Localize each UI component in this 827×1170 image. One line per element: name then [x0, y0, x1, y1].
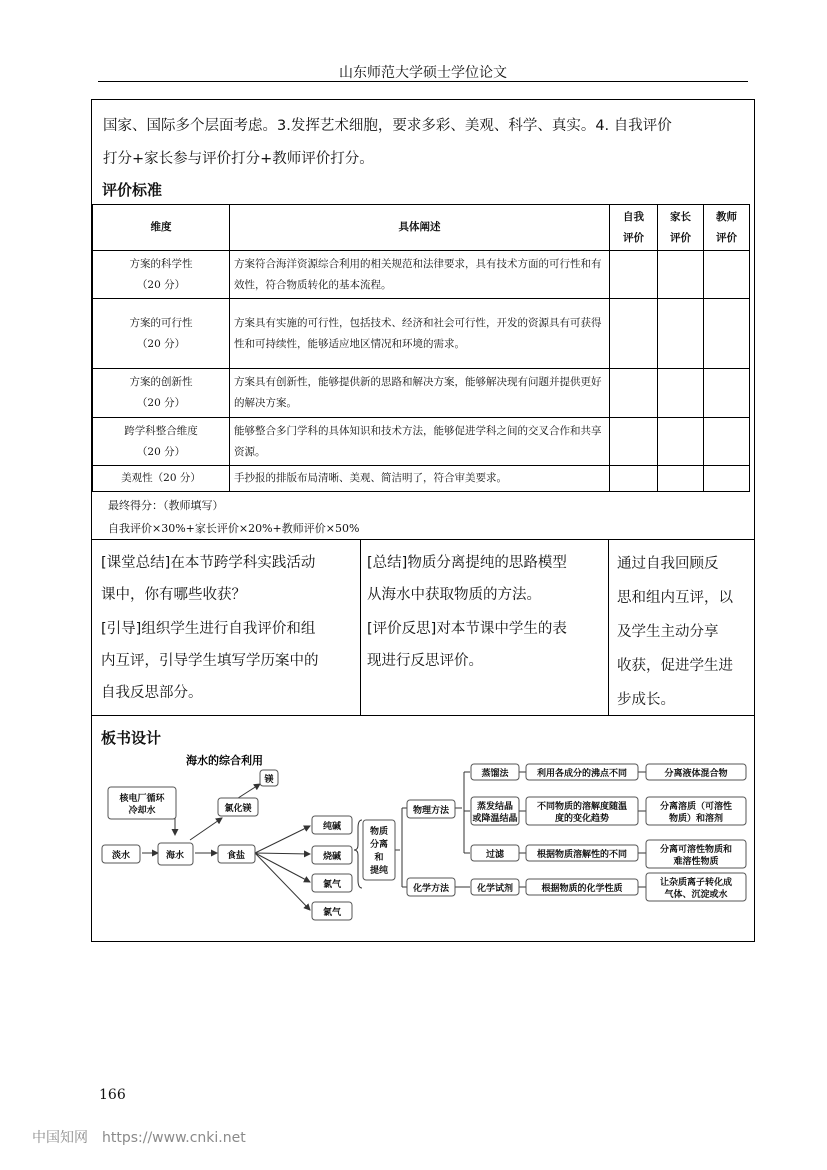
svg-text:气体、沉淀或水: 气体、沉淀或水	[664, 890, 728, 900]
dimension-cell: 跨学科整合维度 （20 分）	[93, 418, 230, 466]
summary-teacher-activity: [课堂总结]在本节跨学科实践活动 课中，你有哪些收获？ [引导]组织学生进行自我评价和组 内互评，引导学生填写学历案中的 自我反思部分。	[101, 555, 319, 701]
svg-text:蒸馏法: 蒸馏法	[481, 769, 509, 779]
description-cell: 手抄报的排版布局清晰、美观、简洁明了，符合审美要求。	[230, 466, 610, 492]
svg-text:分离溶质（可溶性: 分离溶质（可溶性	[659, 802, 733, 812]
svg-text:让杂质离子转化成: 让杂质离子转化成	[659, 878, 733, 888]
intro-line-1: 国家、国际多个层面考虑。3.发挥艺术细胞，要求多彩、美观、科学、真实。4. 自我评价	[103, 118, 672, 134]
summary-student-activity: [总结]物质分离提纯的思路模型 从海水中获取物质的方法。 [评价反思]对本节课中学生的表 现进行反思评价。	[367, 555, 567, 669]
dimension-cell: 方案的可行性 （20 分）	[93, 299, 230, 369]
intro-paragraph	[103, 110, 748, 176]
svg-text:氯气: 氯气	[322, 908, 342, 918]
table-row	[93, 418, 750, 466]
self-score-cell[interactable]	[610, 418, 658, 466]
summary-divider	[360, 539, 361, 716]
parent-score-cell[interactable]	[658, 369, 704, 418]
svg-text:度的变化趋势: 度的变化趋势	[554, 814, 610, 824]
svg-text:难溶性物质: 难溶性物质	[673, 857, 719, 867]
table-row	[93, 299, 750, 369]
parent-score-cell[interactable]	[658, 466, 704, 492]
description-cell: 方案符合海洋资源综合利用的相关规范和法律要求，具有技术方面的可行性和有效性，符合物质转化的基本流程。	[230, 251, 610, 299]
svg-text:或降温结晶: 或降温结晶	[472, 814, 518, 824]
teacher-score-cell[interactable]	[704, 251, 750, 299]
parent-score-cell[interactable]	[658, 418, 704, 466]
svg-text:化学试剂: 化学试剂	[476, 884, 514, 894]
svg-text:核电厂循环: 核电厂循环	[119, 794, 165, 804]
col-self: 自我 评价	[610, 205, 658, 251]
page-number: 166	[99, 1087, 126, 1103]
svg-text:物质）和溶剂: 物质）和溶剂	[668, 814, 724, 824]
svg-text:氯气: 氯气	[322, 880, 342, 890]
final-score-label: 最终得分：（教师填写）	[108, 499, 224, 512]
svg-text:纯碱: 纯碱	[322, 822, 342, 832]
svg-text:氯化镁: 氯化镁	[224, 804, 252, 814]
svg-text:物理方法: 物理方法	[412, 806, 450, 816]
description-cell: 能够整合多门学科的具体知识和技术方法，能够促进学科之间的交叉合作和共享资源。	[230, 418, 610, 466]
header-rule	[98, 81, 748, 82]
svg-text:蒸发结晶: 蒸发结晶	[476, 802, 514, 812]
svg-text:根据物质的化学性质: 根据物质的化学性质	[541, 884, 623, 894]
svg-text:过滤: 过滤	[485, 850, 505, 860]
self-score-cell[interactable]	[610, 369, 658, 418]
svg-text:不同物质的溶解度随温: 不同物质的溶解度随温	[536, 802, 628, 812]
svg-text:镁: 镁	[264, 775, 274, 785]
parent-score-cell[interactable]	[658, 251, 704, 299]
svg-text:分离: 分离	[369, 840, 389, 850]
dimension-cell: 方案的创新性 （20 分）	[93, 369, 230, 418]
teacher-score-cell[interactable]	[704, 466, 750, 492]
svg-text:食盐: 食盐	[226, 851, 246, 861]
dimension-cell: 方案的科学性 （20 分）	[93, 251, 230, 299]
standards-heading: 评价标准	[102, 181, 163, 199]
col-description: 具体阐述	[230, 205, 610, 251]
col-dimension: 维度	[93, 205, 230, 251]
svg-text:海水: 海水	[165, 851, 185, 861]
self-score-cell[interactable]	[610, 466, 658, 492]
teacher-score-cell[interactable]	[704, 369, 750, 418]
svg-text:根据物质溶解性的不同: 根据物质溶解性的不同	[536, 850, 628, 860]
svg-text:利用各成分的沸点不同: 利用各成分的沸点不同	[536, 769, 628, 779]
svg-text:淡水: 淡水	[111, 851, 131, 861]
dimension-cell: 美观性（20 分）	[93, 466, 230, 492]
svg-text:化学方法: 化学方法	[412, 884, 450, 894]
teacher-score-cell[interactable]	[704, 299, 750, 369]
summary-divider	[608, 539, 609, 716]
self-score-cell[interactable]	[610, 299, 658, 369]
svg-text:分离可溶性物质和: 分离可溶性物质和	[659, 845, 733, 855]
description-cell: 方案具有创新性，能够提供新的思路和解决方案，能够解决现有问题并提供更好的解决方案。	[230, 369, 610, 418]
svg-text:物质: 物质	[369, 827, 389, 837]
teacher-score-cell[interactable]	[704, 418, 750, 466]
self-score-cell[interactable]	[610, 251, 658, 299]
table-row	[93, 251, 750, 299]
col-parent: 家长 评价	[658, 205, 704, 251]
svg-text:提纯: 提纯	[369, 866, 389, 876]
svg-text:分离液体混合物: 分离液体混合物	[664, 769, 728, 779]
diagram-title: 海水的综合利用	[186, 754, 263, 767]
description-cell: 方案具有实施的可行性，包括技术、经济和社会可行性，开发的资源具有可获得性和可持续性，能够适应地区情况和环境的需求。	[230, 299, 610, 369]
parent-score-cell[interactable]	[658, 299, 704, 369]
board-diagram	[100, 750, 750, 930]
cnki-watermark: 中国知网 https://www.cnki.net	[32, 1130, 246, 1146]
svg-text:冷却水: 冷却水	[128, 806, 156, 816]
intro-line-2: 打分+家长参与评价打分+教师评价打分。	[103, 151, 374, 167]
summary-intent: 通过自我回顾反 思和组内互评，以 及学生主动分享 收获，促进学生进 步成长。	[617, 556, 733, 708]
svg-text:和: 和	[374, 853, 384, 863]
svg-text:烧碱: 烧碱	[322, 852, 342, 862]
table-row	[93, 466, 750, 492]
table-row	[93, 369, 750, 418]
running-header: 山东师范大学硕士学位论文	[339, 65, 507, 81]
final-score-formula: 自我评价×30%+家长评价×20%+教师评价×50%	[108, 522, 360, 535]
evaluation-table	[92, 204, 750, 492]
col-teacher: 教师 评价	[704, 205, 750, 251]
table-header-row	[93, 205, 750, 251]
board-heading: 板书设计	[101, 729, 162, 747]
